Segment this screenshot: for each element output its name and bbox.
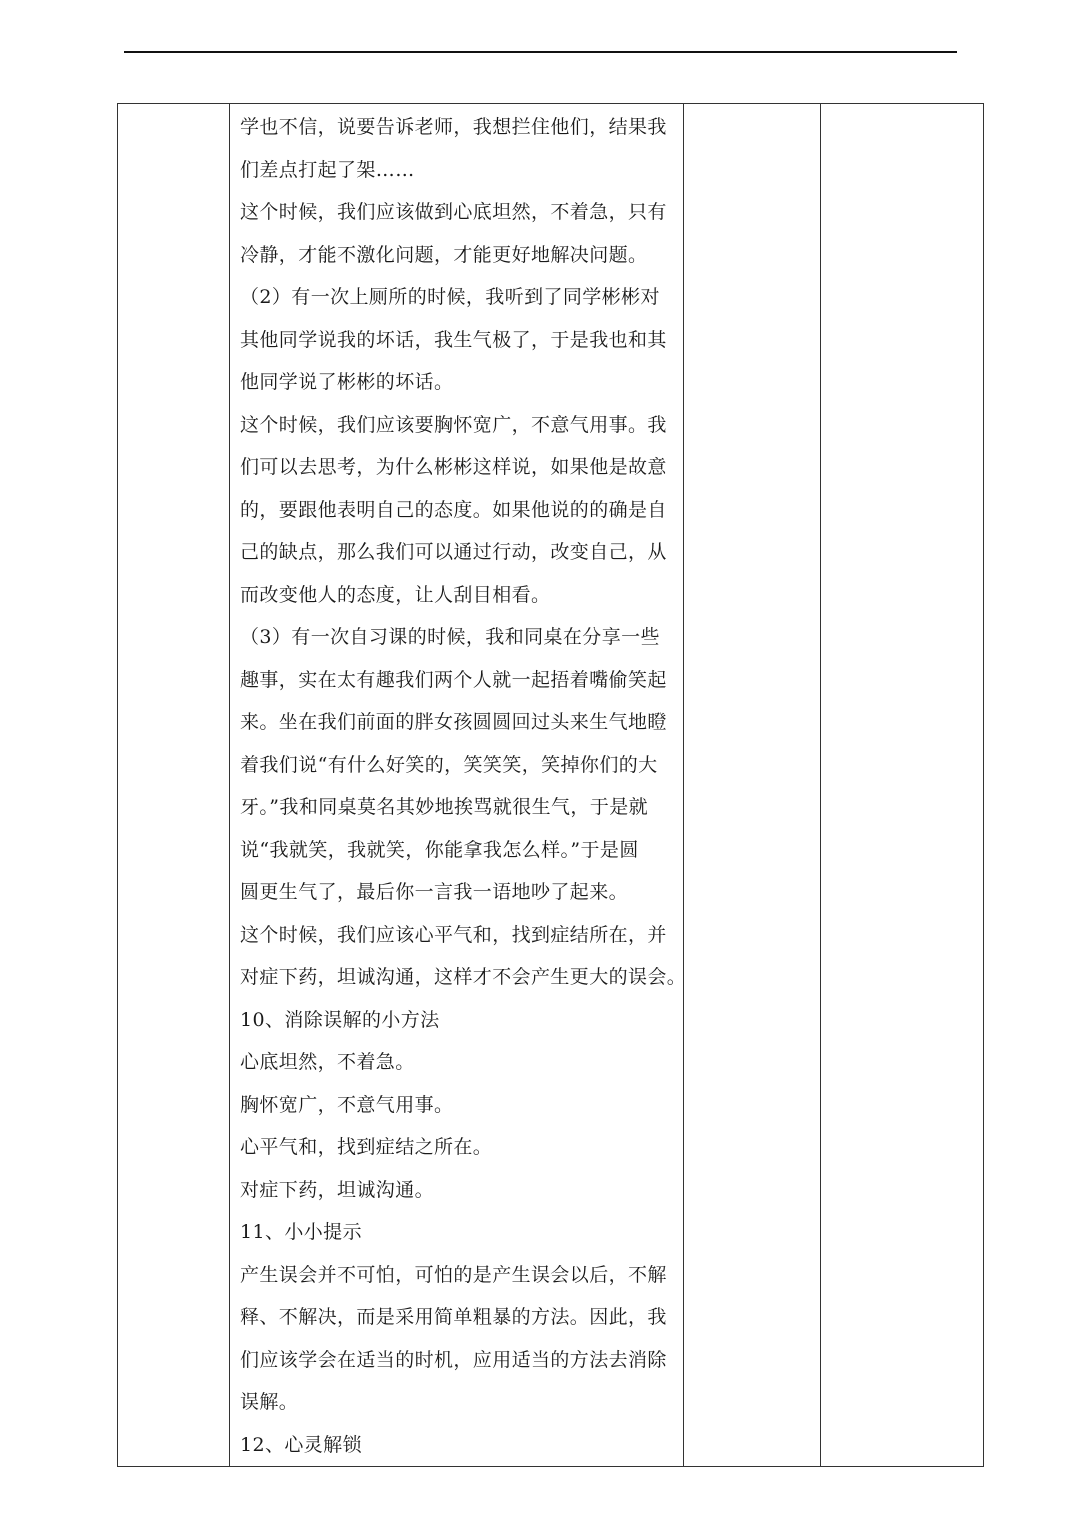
text-line: 其他同学说我的坏话，我生气极了，于是我也和其 — [240, 328, 667, 351]
text-line: 误解。 — [240, 1391, 299, 1413]
text-line: 们可以去思考，为什么彬彬这样说，如果他是故意 — [240, 456, 667, 478]
text-line: 对症下药，坦诚沟通。 — [240, 1178, 435, 1201]
text-line: 己的缺点，那么我们可以通过行动，改变自己，从 — [240, 541, 667, 563]
content-text — [240, 106, 687, 1466]
text-line: 胸怀宽广，不意气用事。 — [240, 1093, 454, 1116]
text-line: 而改变他人的态度，让人刮目相看。 — [240, 583, 551, 606]
text-line: 的，要跟他表明自己的态度。如果他说的的确是自 — [240, 498, 667, 521]
stage-cell — [118, 104, 230, 1467]
text-line: 趣事，实在太有趣我们两个人就一起捂着嘴偷笑起 — [240, 668, 667, 691]
student-activity-cell — [684, 104, 821, 1467]
teaching-content-cell — [230, 104, 687, 1467]
text-line: 们应该学会在适当的时机，应用适当的方法去消除 — [240, 1348, 667, 1371]
text-line: 着我们说“有什么好笑的，笑笑笑，笑掉你们的大 — [240, 753, 658, 776]
text-line: 他同学说了彬彬的坏话。 — [240, 371, 454, 393]
text-line: 释、不解决，而是采用简单粗暴的方法。因此，我 — [240, 1306, 667, 1328]
text-line: 12、心灵解锁 — [240, 1433, 362, 1456]
text-line: 们差点打起了架…… — [240, 158, 415, 181]
text-line: 这个时候，我们应该要胸怀宽广，不意气用事。我 — [240, 413, 667, 436]
text-line: 产生误会并不可怕，可怕的是产生误会以后，不解 — [240, 1263, 667, 1286]
design-intent-cell — [821, 104, 984, 1467]
text-line: 这个时候，我们应该做到心底坦然，不着急，只有 — [240, 201, 667, 223]
text-line: 冷静，才能不激化问题，才能更好地解决问题。 — [240, 243, 648, 266]
text-line: （3）有一次自习课的时候，我和同桌在分享一些 — [240, 626, 660, 648]
text-line: 说“我就笑，我就笑，你能拿我怎么样。”于是圆 — [240, 838, 639, 861]
text-line: 11、小小提示 — [240, 1221, 362, 1243]
text-line: 圆更生气了，最后你一言我一语地吵了起来。 — [240, 881, 629, 903]
text-line: 心底坦然，不着急。 — [240, 1051, 415, 1073]
text-line: （2）有一次上厕所的时候，我听到了同学彬彬对 — [240, 286, 660, 308]
header-rule — [124, 51, 957, 53]
text-line: 这个时候，我们应该心平气和，找到症结所在，并 — [240, 923, 667, 946]
lesson-plan-table — [117, 103, 984, 1467]
text-line: 心平气和，找到症结之所在。 — [240, 1136, 493, 1158]
text-line: 10、消除误解的小方法 — [240, 1008, 440, 1031]
text-line: 对症下药，坦诚沟通，这样才不会产生更大的误会。 — [240, 966, 687, 988]
table-row — [118, 104, 984, 1467]
text-line: 学也不信，说要告诉老师，我想拦住他们，结果我 — [240, 116, 667, 138]
text-line: 来。坐在我们前面的胖女孩圆圆回过头来生气地瞪 — [240, 711, 667, 733]
text-line: 牙。”我和同桌莫名其妙地挨骂就很生气，于是就 — [240, 796, 649, 818]
